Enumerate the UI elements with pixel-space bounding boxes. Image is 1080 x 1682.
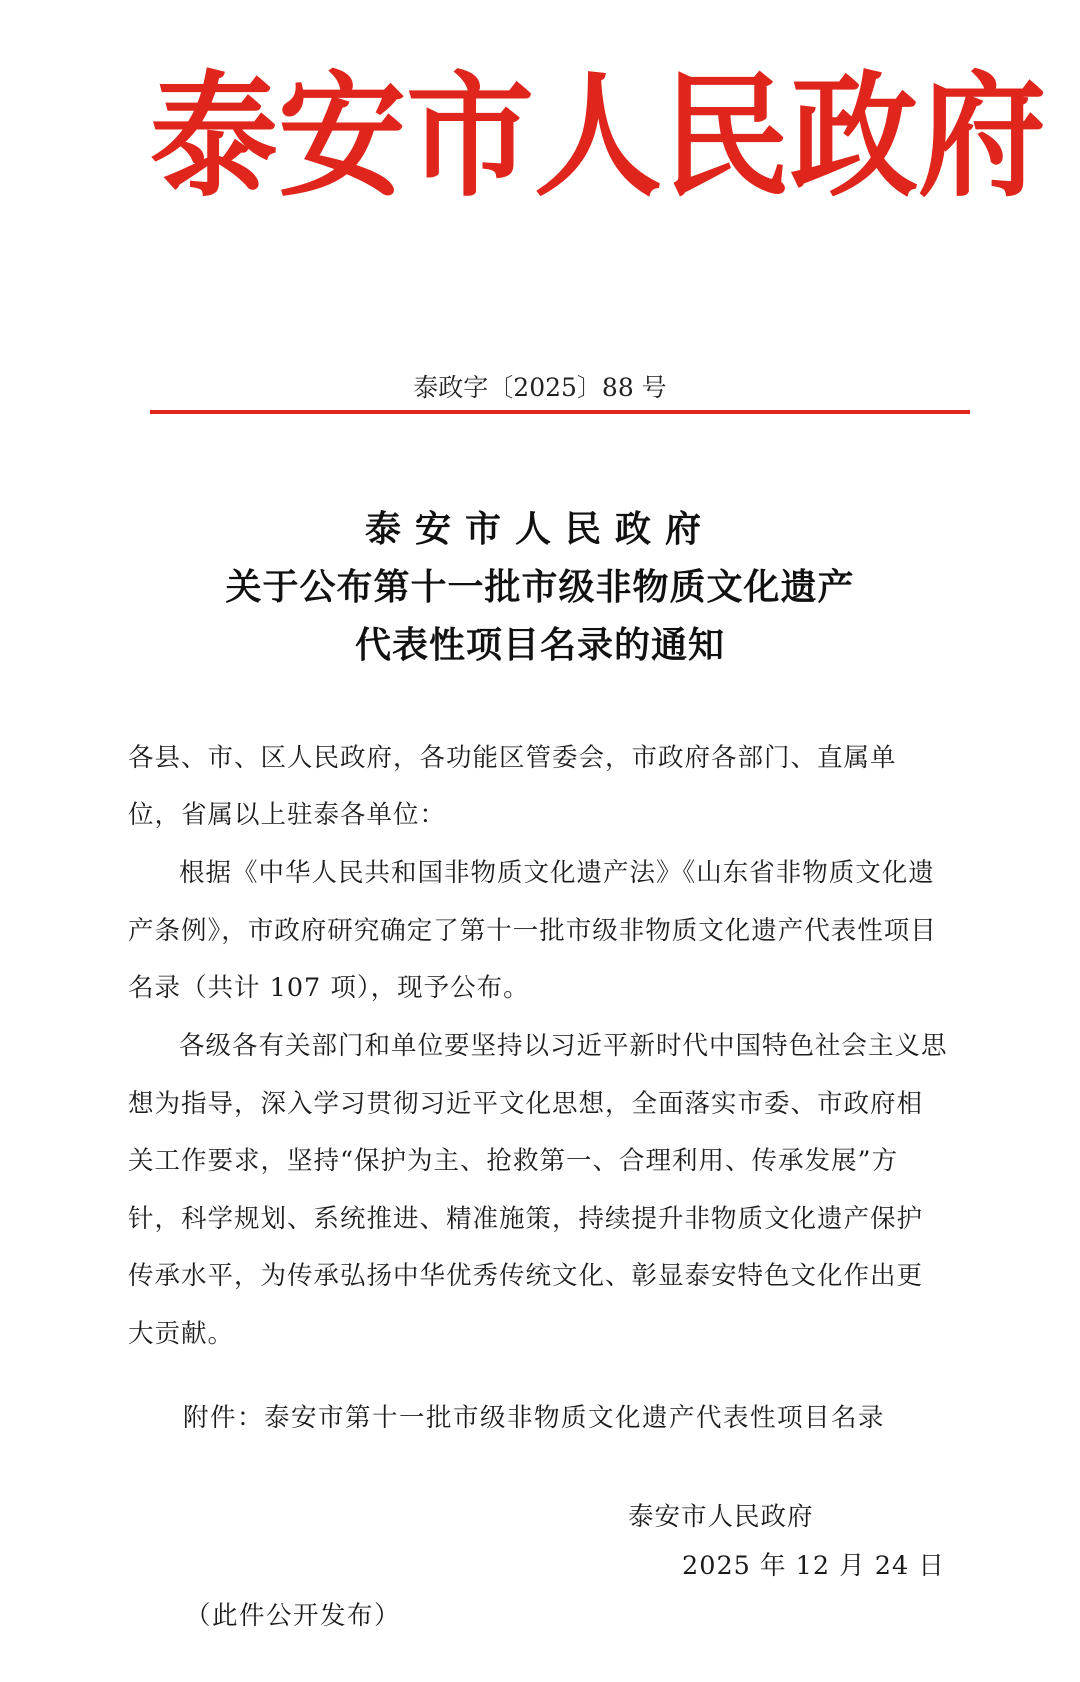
signing-organization: 泰安市人民政府 xyxy=(628,1502,814,1532)
masthead-char: 民 xyxy=(662,58,791,216)
public-release-note: （此件公开发布） xyxy=(185,1601,402,1631)
signing-date: 2025 年 12 月 24 日 xyxy=(682,1551,945,1581)
paragraph-1: 根据《中华人民共和国非物质文化遗产法》《山东省非物质文化遗产条例》，市政府研究确定了第十一批市级非物质文化遗产代表性项目名录（共计 107 项），现予公布。 xyxy=(128,858,937,1003)
masthead-char: 府 xyxy=(918,58,1047,216)
addressee: 各县、市、区人民政府，各功能区管委会，市政府各部门、直属单位，省属以上驻泰各单位： xyxy=(128,743,897,830)
attachment-line: 附件：泰安市第十一批市级非物质文化遗产代表性项目名录 xyxy=(183,1403,886,1433)
masthead-char: 市 xyxy=(406,58,535,216)
masthead-char: 安 xyxy=(278,58,407,216)
notice-title-line-3: 代表性项目名录的通知 xyxy=(354,624,725,666)
notice-title-line-1: 泰安市人民政府 xyxy=(364,508,715,550)
masthead-title xyxy=(150,58,1047,216)
document-number: 泰政字〔2025〕88 号 xyxy=(413,373,667,402)
red-divider-line xyxy=(150,410,970,414)
masthead-char: 泰 xyxy=(150,58,279,216)
masthead-char: 政 xyxy=(790,58,919,216)
notice-title-line-2: 关于公布第十一批市级非物质文化遗产 xyxy=(225,566,855,608)
paragraph-2: 各级各有关部门和单位要坚持以习近平新时代中国特色社会主义思想为指导，深入学习贯彻习近平文化思想，全面落实市委、市政府相关工作要求，坚持“保护为主、抢救第一、合理利用、传承发展”方针，科学规划、系统推进、精准施策，持续提升非物质文化遗产保护传承水平，为传承弘扬中华优秀传统文化、彰显泰安特色文化作出更大贡献。 xyxy=(128,1031,948,1349)
masthead-char: 人 xyxy=(534,58,663,216)
